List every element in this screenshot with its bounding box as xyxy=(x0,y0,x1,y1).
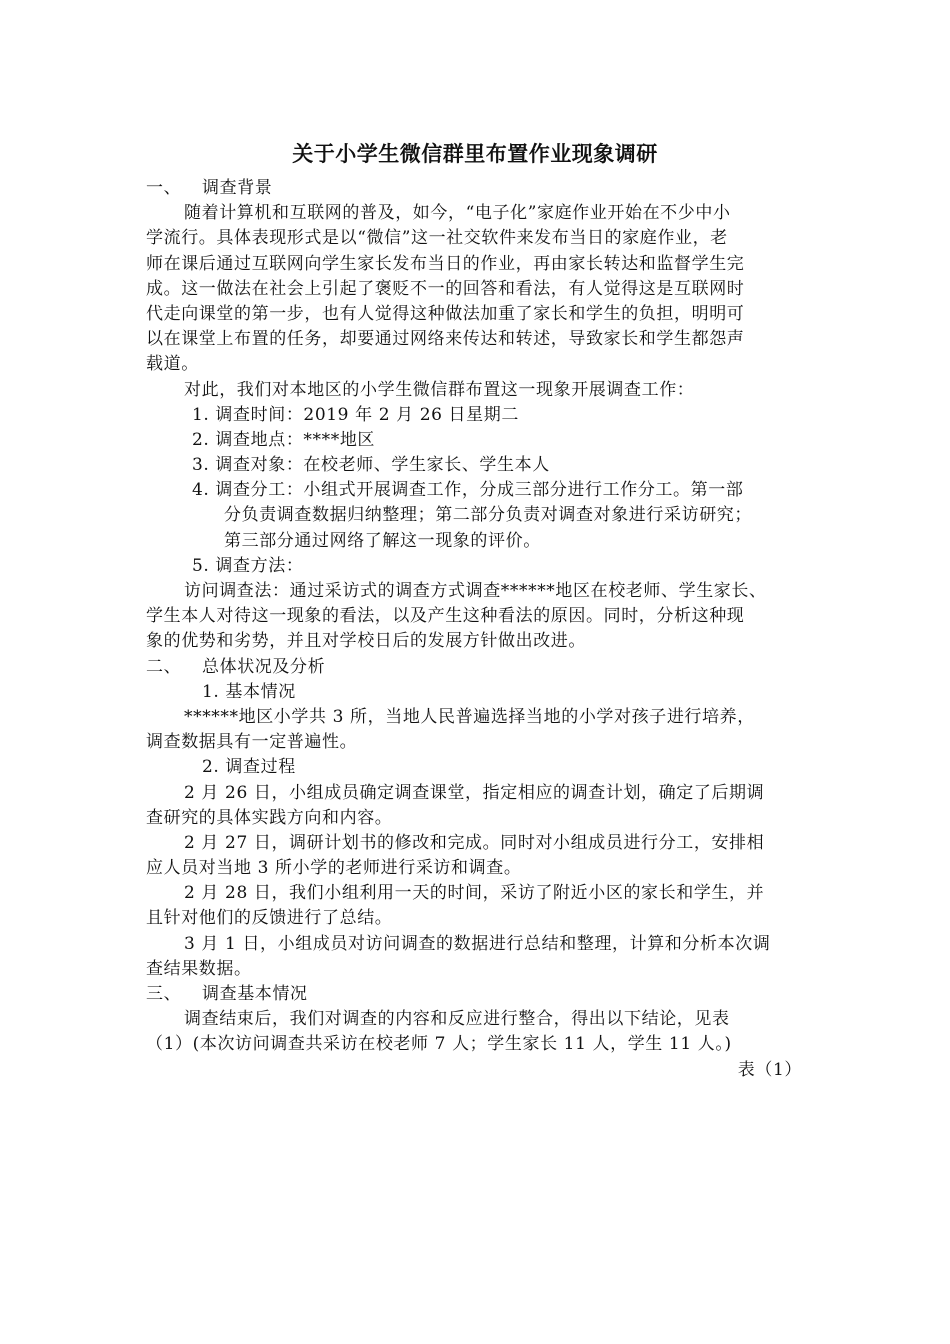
paragraph-line: （1）(本次访问调查共采访在校老师 7 人；学生家长 11 人，学生 11 人。) xyxy=(146,1034,732,1055)
paragraph-line: 象的优势和劣势，并且对学校日后的发展方针做出改进。 xyxy=(146,631,586,652)
subsection-heading: 2. 调查过程 xyxy=(202,757,296,778)
paragraph-line: 对此，我们对本地区的小学生微信群布置这一现象开展调查工作： xyxy=(184,379,695,400)
table-caption: 表（1） xyxy=(737,1059,802,1080)
paragraph-line: 查结果数据。 xyxy=(146,958,252,979)
paragraph-line: 学生本人对待这一现象的看法，以及产生这种看法的原因。同时，分析这种现 xyxy=(146,606,745,627)
list-item-continuation: 第三部分通过网络了解这一现象的评价。 xyxy=(224,530,541,551)
paragraph-line: 3 月 1 日，小组成员对访问调查的数据进行总结和整理，计算和分析本次调 xyxy=(184,933,771,954)
paragraph-line: 2 月 27 日，调研计划书的修改和完成。同时对小组成员进行分工，安排相 xyxy=(184,832,765,853)
list-item: 3. 调查对象：在校老师、学生家长、学生本人 xyxy=(192,455,550,476)
paragraph-line: 以在课堂上布置的任务，却要通过网络来传达和转述，导致家长和学生都怨声 xyxy=(146,329,745,350)
paragraph-line: 且针对他们的反馈进行了总结。 xyxy=(146,908,393,929)
paragraph-line: 成。这一做法在社会上引起了褒贬不一的回答和看法，有人觉得这是互联网时 xyxy=(146,278,745,299)
paragraph-line: 2 月 28 日，我们小组利用一天的时间，采访了附近小区的家长和学生，并 xyxy=(184,883,765,904)
section-heading: 二、 总体状况及分析 xyxy=(146,656,326,677)
paragraph-line: 学流行。具体表现形式是以“微信”这一社交软件来发布当日的家庭作业，老 xyxy=(146,228,728,249)
document-title: 关于小学生微信群里布置作业现象调研 xyxy=(292,142,658,166)
paragraph-line: 查研究的具体实践方向和内容。 xyxy=(146,807,393,828)
document-body xyxy=(146,176,806,1083)
list-item: 2. 调查地点：****地区 xyxy=(192,429,376,450)
paragraph-line: 代走向课堂的第一步，也有人觉得这种做法加重了家长和学生的负担，明明可 xyxy=(146,303,745,324)
list-item: 4. 调查分工：小组式开展调查工作，分成三部分进行工作分工。第一部 xyxy=(192,480,744,501)
paragraph-line: 调查数据具有一定普遍性。 xyxy=(146,732,358,753)
paragraph-line: 调查结束后，我们对调查的内容和反应进行整合，得出以下结论，见表 xyxy=(184,1009,730,1030)
list-item-continuation: 分负责调查数据归纳整理；第二部分负责对调查对象进行采访研究； xyxy=(224,505,752,526)
paragraph-line: 访问调查法：通过采访式的调查方式调查******地区在校老师、学生家长、 xyxy=(184,581,767,601)
paragraph-line: ******地区小学共 3 所，当地人民普遍选择当地的小学对孩子进行培养， xyxy=(184,706,755,727)
paragraph-line: 载道。 xyxy=(146,354,199,375)
section-heading: 一、 调查背景 xyxy=(146,178,273,198)
paragraph-line: 应人员对当地 3 所小学的老师进行采访和调查。 xyxy=(146,858,522,879)
list-item: 1. 调查时间：2019 年 2 月 26 日星期二 xyxy=(192,404,519,425)
paragraph-line: 师在课后通过互联网向学生家长发布当日的作业，再由家长转达和监督学生完 xyxy=(146,253,745,274)
section-heading: 三、 调查基本情况 xyxy=(146,984,308,1004)
paragraph-line: 随着计算机和互联网的普及，如今，“电子化”家庭作业开始在不少中小 xyxy=(184,203,731,224)
list-item: 5. 调查方法： xyxy=(192,555,304,576)
subsection-heading: 1. 基本情况 xyxy=(202,681,296,702)
paragraph-line: 2 月 26 日，小组成员确定调查课堂，指定相应的调查计划，确定了后期调 xyxy=(184,782,765,803)
